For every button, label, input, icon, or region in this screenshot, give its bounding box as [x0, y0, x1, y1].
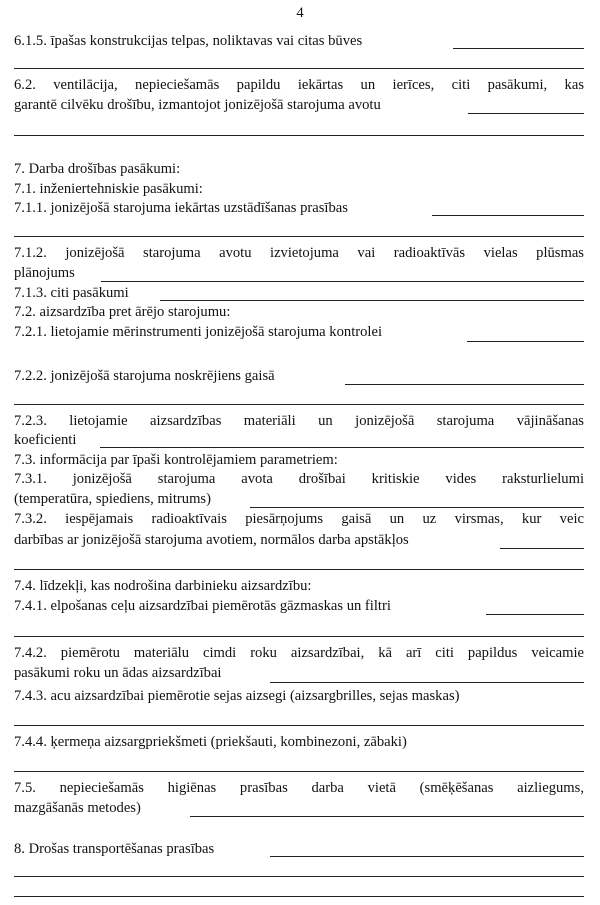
answer-blank-7-1-1[interactable] — [432, 215, 584, 216]
line-7-3-2-b: darbības ar jonizējošā starojuma avotiem, normālos darba apstākļos — [14, 532, 409, 548]
line-7-3-1-b: (temperatūra, spiediens, mitrums) — [14, 491, 211, 507]
line-7-4-4: 7.4.4. ķermeņa aizsargpriekšmeti (priekšauti, kombinezoni, zābaki) — [14, 734, 407, 750]
line-6-2-a: 6.2. ventilācija, nepieciešamās papildu iekārtas un ierīces, citi pasākumi, kas — [14, 77, 584, 93]
answer-blank-7-2-3[interactable] — [100, 447, 584, 448]
line-7-1-2-a: 7.1.2. jonizējošā starojuma avotu izvietojuma vai radioaktīvās vielas plūsmas — [14, 245, 584, 261]
answer-line-7-4-3[interactable] — [14, 725, 584, 726]
answer-line-7-4-4[interactable] — [14, 771, 584, 772]
line-7-1-3: 7.1.3. citi pasākumi — [14, 285, 129, 301]
answer-blank-8[interactable] — [270, 856, 584, 857]
answer-line-7-4-1[interactable] — [14, 636, 584, 637]
answer-blank-7-1-2[interactable] — [101, 281, 584, 282]
line-7-1-1: 7.1.1. jonizējošā starojuma iekārtas uzstādīšanas prasības — [14, 200, 348, 216]
answer-blank-7-5[interactable] — [190, 816, 584, 817]
line-7-1-2-b: plānojums — [14, 265, 75, 281]
line-7-2: 7.2. aizsardzība pret ārējo starojumu: — [14, 304, 231, 320]
answer-blank-7-1-3[interactable] — [160, 300, 584, 301]
answer-blank-7-4-2[interactable] — [270, 682, 584, 683]
answer-blank-7-3-1[interactable] — [250, 507, 584, 508]
section-7-heading: 7. Darba drošības pasākumi: — [14, 161, 181, 177]
line-7-2-2: 7.2.2. jonizējošā starojuma noskrējiens gaisā — [14, 368, 275, 384]
line-7-4-1: 7.4.1. elpošanas ceļu aizsardzībai piemērotās gāzmaskas un filtri — [14, 598, 391, 614]
line-7-4-2-a: 7.4.2. piemērotu materiālu cimdi roku aizsardzībai, kā arī citi papildus veicamie — [14, 645, 584, 661]
page-number: 4 — [296, 5, 304, 21]
answer-blank-6-2[interactable] — [468, 113, 584, 114]
line-7-5-a: 7.5. nepieciešamās higiēnas prasības darba vietā (smēķēšanas aizliegums, — [14, 780, 584, 796]
answer-blank-7-3-2[interactable] — [500, 548, 584, 549]
answer-line-8-b[interactable] — [14, 896, 584, 897]
answer-line-8-a[interactable] — [14, 876, 584, 877]
line-6-2-b: garantē cilvēku drošību, izmantojot jonizējošā starojuma avotu — [14, 97, 381, 113]
answer-line-7-2-2[interactable] — [14, 404, 584, 405]
line-7-2-3-b: koeficienti — [14, 432, 77, 448]
line-7-3: 7.3. informācija par īpaši kontrolējamiem parametriem: — [14, 452, 338, 468]
answer-line-6-2[interactable] — [14, 135, 584, 136]
line-7-3-1-a: 7.3.1. jonizējošā starojuma avota drošībai kritiskie vides raksturlielumi — [14, 471, 584, 487]
line-7-4: 7.4. līdzekļi, kas nodrošina darbinieku aizsardzību: — [14, 578, 312, 594]
line-7-3-2-a: 7.3.2. iespējamais radioaktīvais piesārņojums gaisā un uz virsmas, kur veic — [14, 511, 584, 527]
answer-line-7-3-2[interactable] — [14, 569, 584, 570]
answer-blank-7-2-1[interactable] — [467, 341, 584, 342]
line-6-1-5: 6.1.5. īpašas konstrukcijas telpas, noliktavas vai citas būves — [14, 33, 363, 49]
section-8-heading: 8. Drošas transportēšanas prasības — [14, 841, 215, 857]
line-7-2-1: 7.2.1. lietojamie mērinstrumenti jonizējošā starojuma kontrolei — [14, 324, 383, 340]
answer-blank-7-2-2[interactable] — [345, 384, 584, 385]
answer-blank-7-4-1[interactable] — [486, 614, 584, 615]
line-7-2-3-a: 7.2.3. lietojamie aizsardzības materiāli un jonizējošā starojuma vājināšanas — [14, 413, 584, 429]
line-7-1: 7.1. inženiertehniskie pasākumi: — [14, 181, 203, 197]
line-7-4-3: 7.4.3. acu aizsardzībai piemērotie sejas aizsegi (aizsargbrilles, sejas maskas) — [14, 688, 460, 704]
line-7-5-b: mazgāšanās metodes) — [14, 800, 141, 816]
answer-line-7-1-1[interactable] — [14, 236, 584, 237]
answer-blank-6-1-5[interactable] — [453, 48, 584, 49]
answer-line-6-1-5[interactable] — [14, 68, 584, 69]
line-7-4-2-b: pasākumi roku un ādas aizsardzībai — [14, 665, 222, 681]
